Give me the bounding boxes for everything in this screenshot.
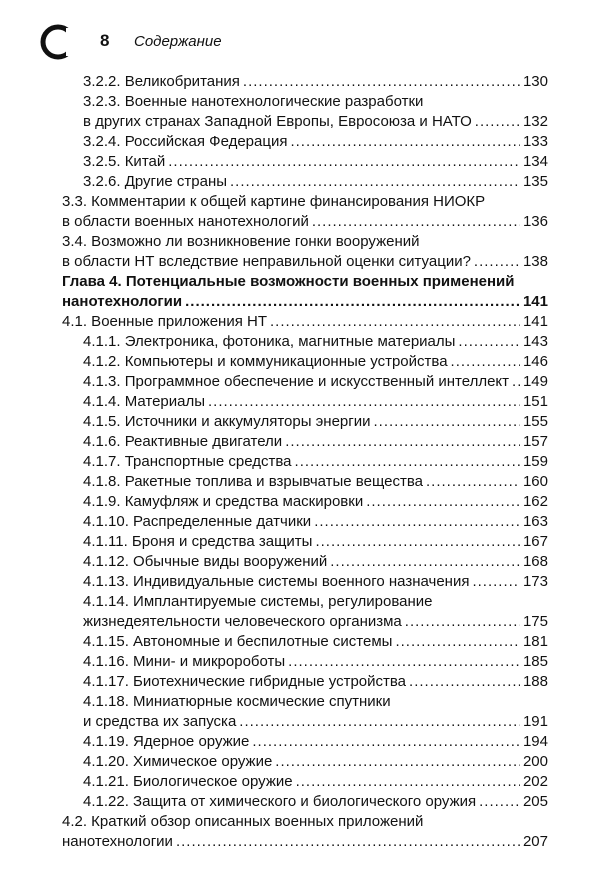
toc-entry-line[interactable] [83, 412, 548, 432]
toc-entry-title: 4.1.5. Источники и аккумуляторы энергии [83, 413, 371, 430]
toc-entry-line[interactable] [83, 152, 548, 172]
toc-page-number: 157 [522, 433, 548, 450]
toc-entry-line[interactable] [83, 652, 548, 672]
toc-entry-line[interactable] [62, 292, 548, 312]
toc-page-number: 168 [522, 553, 548, 570]
toc-entry-title: 4.1.12. Обычные виды вооружений [83, 553, 328, 570]
toc-page-number: 167 [522, 533, 548, 550]
toc-entry-title: 4.1.6. Реактивные двигатели [83, 433, 283, 450]
toc-entry-line[interactable] [83, 492, 548, 512]
toc-entry-title: 4.2. Краткий обзор описанных военных приложений [62, 813, 424, 830]
toc-entry-line[interactable] [83, 532, 548, 552]
toc-leader-dots [409, 672, 520, 692]
toc-entry-title: и средства их запуска [83, 713, 237, 730]
toc-leader-dots [185, 292, 520, 312]
toc-leader-dots [405, 612, 520, 632]
toc-entry-line[interactable] [83, 752, 548, 772]
toc-leader-dots [458, 332, 520, 352]
toc-entry-title: Глава 4. Потенциальные возможности военных применений [62, 273, 515, 290]
toc-entry-line[interactable] [83, 672, 548, 692]
toc-page-number: 141 [522, 293, 548, 310]
toc-page-number: 194 [522, 733, 548, 750]
toc-entry-line[interactable] [83, 92, 548, 112]
toc-page-number: 173 [522, 573, 548, 590]
toc-page-number: 207 [522, 833, 548, 850]
toc-entry-title: 3.2.5. Китай [83, 153, 166, 170]
toc-leader-dots [290, 132, 520, 152]
toc-entry-title: в других странах Западной Европы, Евросоюза и НАТО [83, 113, 472, 130]
toc-entry-line[interactable] [83, 452, 548, 472]
toc-leader-dots [312, 212, 520, 232]
toc-entry-title: 4.1.13. Индивидуальные системы военного назначения [83, 573, 470, 590]
toc-leader-dots [285, 432, 520, 452]
toc-entry-line[interactable] [83, 172, 548, 192]
toc-entry-title: 3.2.4. Российская Федерация [83, 133, 288, 150]
toc-page-number: 146 [522, 353, 548, 370]
toc-entry-line[interactable] [83, 372, 548, 392]
toc-entry-title: 4.1.1. Электроника, фотоника, магнитные материалы [83, 333, 456, 350]
toc-page-number: 191 [522, 713, 548, 730]
toc-entry-line[interactable] [83, 712, 548, 732]
toc-entry-line[interactable] [62, 212, 548, 232]
toc-entry-title: 4.1.10. Распределенные датчики [83, 513, 312, 530]
running-title: Содержание [134, 33, 222, 50]
toc-entry-line[interactable] [83, 512, 548, 532]
toc-entry-title: 4.1.11. Броня и средства защиты [83, 533, 313, 550]
toc-entry-title: нанотехнологии [62, 833, 173, 850]
toc-entry-title: 4.1.7. Транспортные средства [83, 453, 292, 470]
toc-leader-dots [472, 572, 520, 592]
toc-leader-dots [239, 712, 520, 732]
toc-entry-line[interactable] [83, 432, 548, 452]
toc-page-number: 155 [522, 413, 548, 430]
toc-page-number: 134 [522, 153, 548, 170]
toc-entry-line[interactable] [83, 72, 548, 92]
toc-page-number: 138 [522, 253, 548, 270]
toc-leader-dots [275, 752, 520, 772]
toc-entry-title: 4.1.16. Мини- и микророботы [83, 653, 286, 670]
toc-leader-dots [270, 312, 520, 332]
toc-leader-dots [451, 352, 520, 372]
toc-entry-title: 3.2.3. Военные нанотехнологические разработки [83, 93, 424, 110]
toc-page-number: 149 [522, 373, 548, 390]
toc-entry-title: 4.1.2. Компьютеры и коммуникационные устройства [83, 353, 448, 370]
toc-entry-line[interactable] [62, 272, 548, 292]
toc-leader-dots [288, 652, 520, 672]
toc-page-number: 185 [522, 653, 548, 670]
toc-entry-title: 3.2.2. Великобритания [83, 73, 240, 90]
toc-entry-title: 3.4. Возможно ли возникновение гонки вооружений [62, 233, 420, 250]
toc-page-number: 135 [522, 173, 548, 190]
toc-entry-line[interactable] [62, 832, 548, 852]
toc-page-number: 151 [522, 393, 548, 410]
toc-page-number: 133 [522, 133, 548, 150]
toc-leader-dots [479, 792, 520, 812]
toc-page-number: 141 [522, 313, 548, 330]
toc-leader-dots [395, 632, 520, 652]
toc-entry-title: 4.1.4. Материалы [83, 393, 206, 410]
toc-entry-title: 3.3. Комментарии к общей картине финансирования НИОКР [62, 193, 486, 210]
toc-page-number: 175 [522, 613, 548, 630]
toc-leader-dots [366, 492, 520, 512]
toc-leader-dots [315, 532, 520, 552]
toc-leader-dots [295, 452, 520, 472]
toc-entry-title: нанотехнологии [62, 293, 183, 310]
toc-leader-dots [208, 392, 520, 412]
toc-entry-title: 4.1.3. Программное обеспечение и искусственный интеллект [83, 373, 510, 390]
table-of-contents [0, 72, 600, 852]
toc-entry-title: в области НТ вследствие неправильной оценки ситуации? [62, 253, 471, 270]
toc-leader-dots [314, 512, 520, 532]
toc-entry-title: 4.1.21. Биологическое оружие [83, 773, 293, 790]
toc-leader-dots [475, 112, 520, 132]
toc-entry-line[interactable] [83, 132, 548, 152]
toc-entry-line[interactable] [83, 112, 548, 132]
toc-entry-line[interactable] [62, 232, 548, 252]
toc-entry-line[interactable] [83, 632, 548, 652]
toc-page-number: 162 [522, 493, 548, 510]
toc-page-number: 160 [522, 473, 548, 490]
toc-entry-title: 4.1.20. Химическое оружие [83, 753, 273, 770]
toc-entry-title: 4.1.22. Защита от химического и биологического оружия [83, 793, 477, 810]
toc-leader-dots [374, 412, 520, 432]
toc-entry-title: 4.1.15. Автономные и беспилотные системы [83, 633, 393, 650]
toc-leader-dots [230, 172, 520, 192]
toc-page-number: 143 [522, 333, 548, 350]
toc-leader-dots [252, 732, 520, 752]
toc-entry-line[interactable] [62, 192, 548, 212]
toc-leader-dots [426, 472, 520, 492]
toc-entry-line[interactable] [83, 732, 548, 752]
toc-page-number: 205 [522, 793, 548, 810]
toc-entry-line[interactable] [83, 392, 548, 412]
toc-entry-line[interactable] [83, 332, 548, 352]
toc-entry-line[interactable] [83, 572, 548, 592]
page-header [40, 24, 560, 60]
toc-page-number: 159 [522, 453, 548, 470]
page-number: 8 [100, 31, 110, 50]
toc-page-number: 200 [522, 753, 548, 770]
toc-entry-title: 4.1. Военные приложения НТ [62, 313, 267, 330]
toc-entry-line[interactable] [83, 352, 548, 372]
toc-entry-line[interactable] [83, 792, 548, 812]
toc-leader-dots [474, 252, 520, 272]
book-logo-icon [40, 24, 76, 60]
toc-entry-title: 4.1.19. Ядерное оружие [83, 733, 250, 750]
toc-leader-dots [296, 772, 520, 792]
toc-entry-title: 4.1.14. Имплантируемые системы, регулирование [83, 593, 433, 610]
toc-page-number: 188 [522, 673, 548, 690]
toc-entry-title: 4.1.17. Биотехнические гибридные устройства [83, 673, 407, 690]
toc-entry-line[interactable] [83, 612, 548, 632]
toc-entry-line[interactable] [62, 252, 548, 272]
toc-entry-title: 3.2.6. Другие страны [83, 173, 228, 190]
toc-entry-line[interactable] [62, 812, 548, 832]
toc-page-number: 132 [522, 113, 548, 130]
toc-page-number: 130 [522, 73, 548, 90]
toc-leader-dots [243, 72, 520, 92]
toc-entry-title: в области военных нанотехнологий [62, 213, 309, 230]
toc-page-number: 163 [522, 513, 548, 530]
toc-entry-title: 4.1.9. Камуфляж и средства маскировки [83, 493, 364, 510]
toc-leader-dots [168, 152, 520, 172]
toc-page-number: 181 [522, 633, 548, 650]
toc-page-number: 202 [522, 773, 548, 790]
toc-entry-line[interactable] [83, 552, 548, 572]
toc-entry-line[interactable] [83, 592, 548, 612]
toc-page-number: 136 [522, 213, 548, 230]
toc-leader-dots [330, 552, 520, 572]
toc-leader-dots [512, 372, 520, 392]
toc-leader-dots [176, 832, 520, 852]
toc-entry-title: 4.1.8. Ракетные топлива и взрывчатые вещества [83, 473, 423, 490]
toc-entry-line[interactable] [83, 472, 548, 492]
toc-entry-line[interactable] [83, 772, 548, 792]
toc-entry-line[interactable] [83, 692, 548, 712]
toc-entry-line[interactable] [62, 312, 548, 332]
toc-entry-title: 4.1.18. Миниатюрные космические спутники [83, 693, 391, 710]
toc-entry-title: жизнедеятельности человеческого организма [83, 613, 402, 630]
